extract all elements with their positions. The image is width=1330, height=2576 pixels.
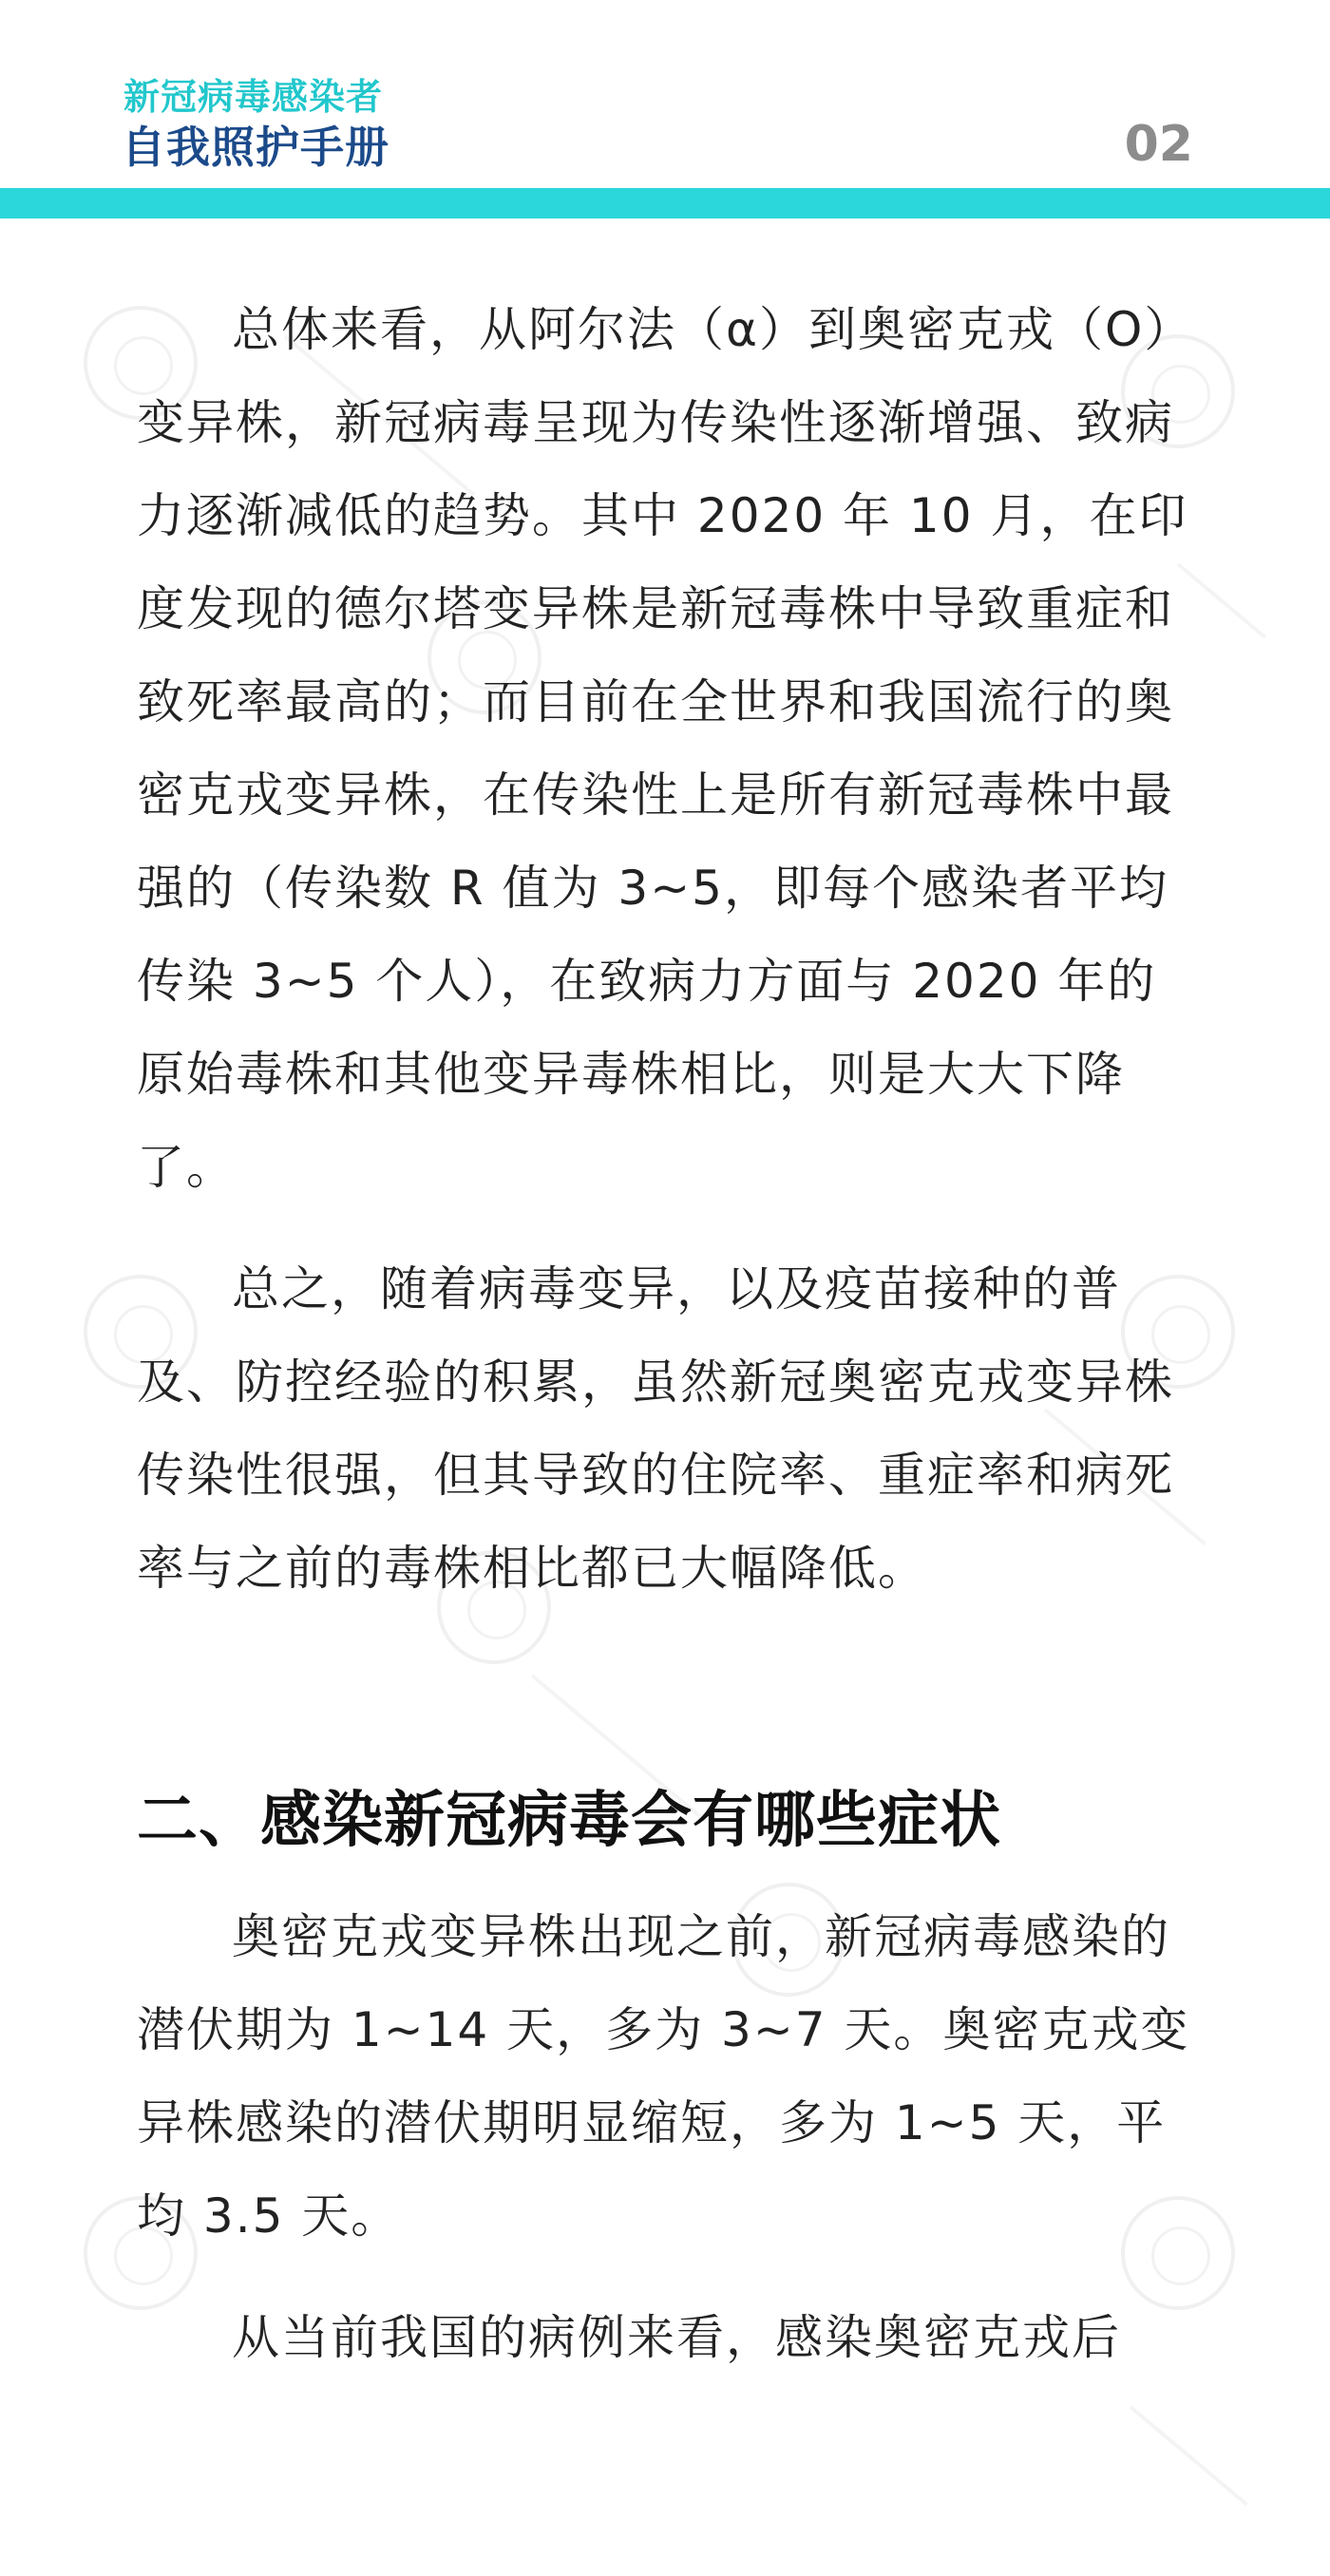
watermark-stripe — [1130, 2405, 1248, 2506]
handbook-title-line2: 自我照护手册 — [122, 122, 390, 173]
section-heading-symptoms: 二、感染新冠病毒会有哪些症状 — [137, 1786, 1001, 1856]
header-accent-bar — [0, 188, 1330, 218]
paragraph-incubation-period: 奥密克戎变异株出现之前，新冠病毒感染的潜伏期为 1~14 天，多为 3~7 天。奥密克戎变异株感染的潜伏期明显缩短，多为 1~5 天，平均 3.5 天。 — [137, 1909, 1190, 2244]
article-body — [137, 283, 1197, 2384]
paragraph-current-cases: 从当前我国的病例来看，感染奥密克戎后 — [232, 2310, 1121, 2365]
page-header — [0, 0, 1330, 220]
paragraph-summary: 总之，随着病毒变异，以及疫苗接种的普及、防控经验的积累，虽然新冠奥密克戎变异株传染性很强，但其导致的住院率、重症率和病死率与之前的毒株相比都已大幅降低。 — [137, 1261, 1174, 1596]
paragraph-variant-overview: 总体来看，从阿尔法（α）到奥密克戎（O）变异株，新冠病毒呈现为传染性逐渐增强、致病力逐渐减低的趋势。其中 2020 年 10 月，在印度发现的德尔塔变异株是新冠毒株中导致重症和致死率最高的；而目前在全世界和我国流行的奥密克戎变异株，在传染性上是所有新冠毒株中最强的（传染数 R 值为 3~5，即每个感染者平均传染 3~5 个人），在致病力方面与 2020 年的原始毒株和其他变异毒株相比，则是大大下降了。 — [137, 302, 1194, 1195]
page-number: 02 — [1124, 116, 1193, 173]
handbook-title-line1: 新冠病毒感染者 — [124, 76, 384, 118]
